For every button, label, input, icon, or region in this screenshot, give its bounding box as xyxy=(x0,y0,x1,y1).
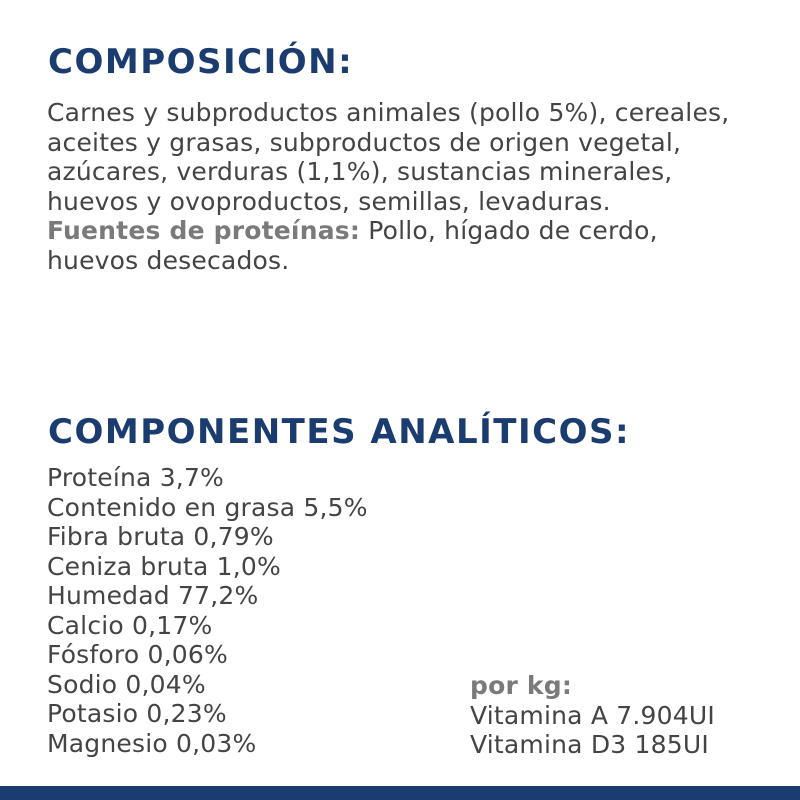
analytical-item: Magnesio 0,03% xyxy=(47,728,257,758)
vitamin-item: Vitamina D3 185UI xyxy=(470,730,709,759)
analytical-heading: COMPONENTES ANALÍTICOS: xyxy=(48,412,631,452)
composition-line: aceites y grasas, subproductos de origen vegetal, xyxy=(47,127,682,157)
analytical-item: Potasio 0,23% xyxy=(47,699,227,728)
per-kg-label: por kg: xyxy=(470,671,573,700)
analytical-item: Fibra bruta 0,79% xyxy=(47,522,274,551)
analytical-item: Proteína 3,7% xyxy=(47,463,225,492)
analytical-item: Calcio 0,17% xyxy=(47,610,213,640)
analytical-item: Sodio 0,04% xyxy=(47,669,206,699)
composition-line: huevos y ovoproductos, semillas, levaduras. xyxy=(47,186,611,216)
analytical-list xyxy=(47,463,447,758)
composition-line: azúcares, verduras (1,1%), sustancias minerales, xyxy=(47,157,673,186)
protein-sources-label: Fuentes de proteínas: xyxy=(47,216,361,245)
protein-sources-text: Pollo, hígado de cerdo, xyxy=(360,216,658,245)
per-kg-list xyxy=(470,671,715,760)
analytical-item: Fósforo 0,06% xyxy=(47,640,228,669)
composition-text xyxy=(47,98,787,275)
analytical-item: Humedad 77,2% xyxy=(47,581,259,610)
protein-sources-text-2: huevos desecados. xyxy=(47,245,290,275)
bottom-bar xyxy=(0,786,800,800)
protein-sources-line xyxy=(47,216,787,246)
analytical-item: Contenido en grasa 5,5% xyxy=(47,492,368,522)
composition-heading: COMPOSICIÓN: xyxy=(48,42,354,82)
composition-line: Carnes y subproductos animales (pollo 5%), cereales, xyxy=(47,98,730,127)
analytical-item: Ceniza bruta 1,0% xyxy=(47,551,281,581)
vitamin-item: Vitamina A 7.904UI xyxy=(470,700,715,730)
